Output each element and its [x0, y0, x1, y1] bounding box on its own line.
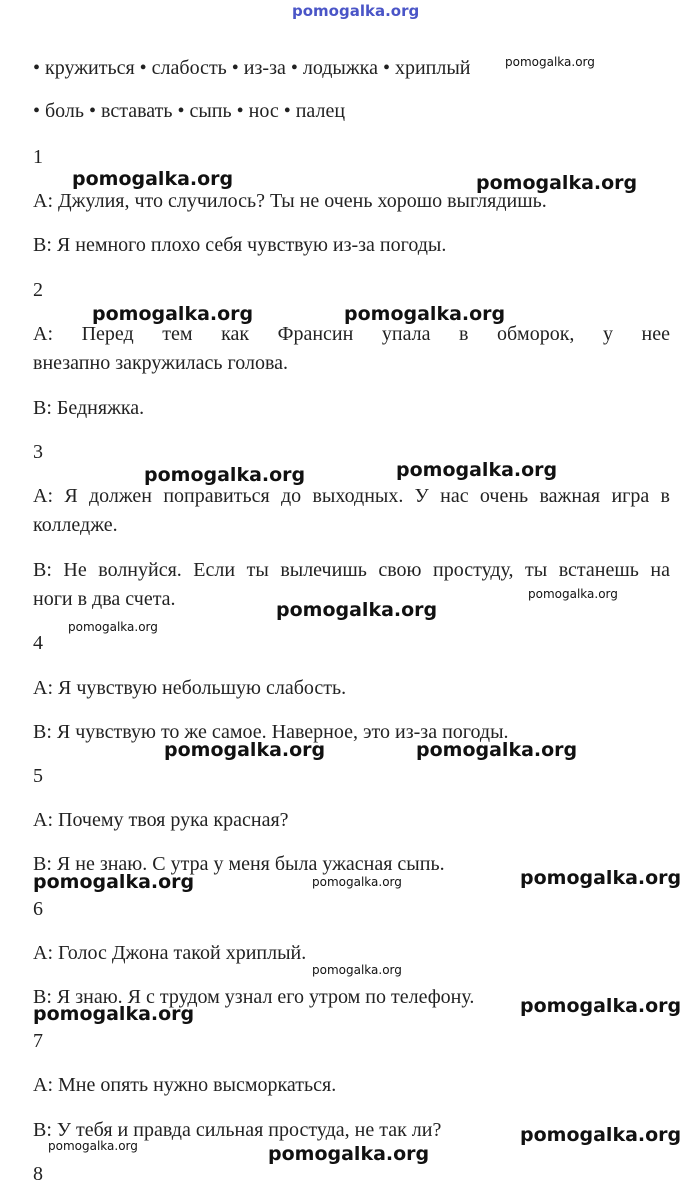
watermark: pomogalka.org	[396, 459, 558, 481]
watermark: pomogalka.org	[33, 871, 195, 893]
watermark: pomogalka.org	[520, 867, 682, 889]
watermark-small: pomogalka.org	[528, 587, 618, 601]
dialogue-line-b: В: Я немного плохо себя чувствую из-за погоды.	[33, 234, 447, 256]
dialogue-number: 3	[33, 441, 43, 463]
dialogue-line-a: А: Почему твоя рука красная?	[33, 809, 289, 831]
watermark: pomogalka.org	[276, 599, 438, 621]
watermark: pomogalka.org	[520, 995, 682, 1017]
dialogue-line-a-cont: внезапно закружилась голова.	[33, 352, 289, 374]
word-list-line-1: • кружиться • слабость • из-за • лодыжка • хриплый	[33, 57, 471, 79]
word-list-line-2: • боль • вставать • сыпь • нос • палец	[33, 100, 346, 122]
dialogue-line-b: В: У тебя и правда сильная простуда, не так ли?	[33, 1119, 442, 1141]
dialogue-number: 2	[33, 279, 43, 301]
watermark-small: pomogalka.org	[312, 963, 402, 977]
dialogue-line-a: А: Я чувствую небольшую слабость.	[33, 677, 347, 699]
watermark: pomogalka.org	[416, 739, 578, 761]
watermark-small: pomogalka.org	[312, 875, 402, 889]
watermark: pomogalka.org	[520, 1124, 682, 1146]
watermark-small: pomogalka.org	[68, 620, 158, 634]
dialogue-line-b: В: Я чувствую то же самое. Наверное, это из-за погоды.	[33, 721, 509, 743]
watermark: pomogalka.org	[344, 303, 506, 325]
watermark: pomogalka.org	[33, 1003, 195, 1025]
watermark: pomogalka.org	[72, 168, 234, 190]
dialogue-line-b: В: Не волнуйся. Если ты вылечишь свою простуду, ты встанешь на	[33, 559, 670, 581]
dialogue-line-b-cont: ноги в два счета.	[33, 588, 176, 610]
dialogue-line-b: В: Я знаю. Я с трудом узнал его утром по телефону.	[33, 986, 475, 1008]
dialogue-line-a-cont: колледже.	[33, 514, 118, 536]
dialogue-number: 1	[33, 146, 43, 168]
site-watermark-header[interactable]: pomogalka.org	[292, 2, 420, 20]
dialogue-line-b: В: Бедняжка.	[33, 397, 145, 419]
watermark-small: pomogalka.org	[505, 55, 595, 69]
watermark: pomogalka.org	[144, 464, 306, 486]
dialogue-number: 5	[33, 765, 43, 787]
dialogue-line-a: А: Джулия, что случилось? Ты не очень хорошо выглядишь.	[33, 190, 547, 212]
dialogue-line-a: А: Я должен поправиться до выходных. У нас очень важная игра в	[33, 485, 670, 507]
dialogue-line-a: А: Мне опять нужно высморкаться.	[33, 1074, 337, 1096]
dialogue-line-a: А: Перед тем как Франсин упала в обморок, у нее	[33, 323, 670, 345]
watermark: pomogalka.org	[476, 172, 638, 194]
watermark: pomogalka.org	[164, 739, 326, 761]
dialogue-line-a: А: Голос Джона такой хриплый.	[33, 942, 307, 964]
dialogue-line-b: В: Я не знаю. С утра у меня была ужасная сыпь.	[33, 853, 445, 875]
watermark-small: pomogalka.org	[48, 1139, 138, 1153]
dialogue-number: 6	[33, 898, 43, 920]
dialogue-number: 7	[33, 1030, 43, 1052]
dialogue-number: 4	[33, 632, 43, 654]
watermark: pomogalka.org	[92, 303, 254, 325]
dialogue-number: 8	[33, 1163, 43, 1185]
watermark: pomogalka.org	[268, 1143, 430, 1165]
